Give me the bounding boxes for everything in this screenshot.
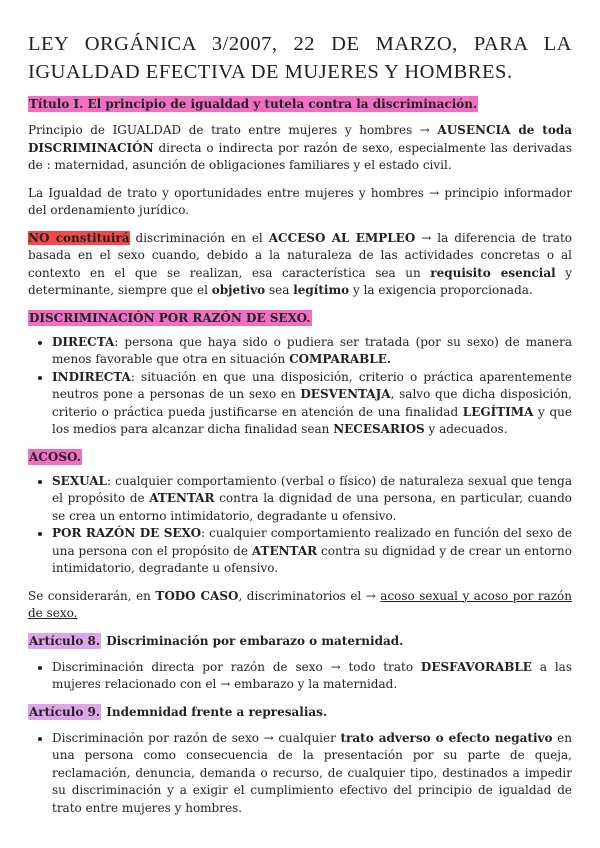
list-item-razon-sexo: • POR RAZÓN DE SEXO: cualquier comportamiento realizado en función del sexo de una persona con el propósito de ATENTAR contra su dignidad y de crear un entorno intimidatorio, degradante u ofensivo.	[52, 525, 572, 578]
highlight: ACOSO.	[29, 449, 81, 464]
section-heading-articulo-8: Artículo 8. Discriminación por embarazo o maternidad.	[29, 633, 404, 648]
list-articulo-8	[28, 659, 572, 694]
section-heading-acoso	[28, 449, 572, 465]
highlight: DISCRIMINACIÓN POR RAZÓN DE SEXO.	[29, 310, 311, 325]
paragraph-todo-caso: Se considerarán, en TODO CASO, discriminatorios el → acoso sexual y acoso por razón de sexo.	[28, 588, 573, 620]
list-item-represalias: • Discriminación por razón de sexo → cualquier trato adverso o efecto negativo en una persona como consecuencia de la presentación por su parte de queja, reclamación, denuncia, demanda o recurso, de cualquier tipo, destinados a impedir su discriminación y a exigir el cumplimiento efectivo del principio de igualdad de trato entre mujeres y hombres.	[52, 730, 572, 818]
list-item-indirecta: • INDIRECTA: situación en que una disposición, criterio o práctica aparentemente neutros pone a personas de un sexo en DESVENTAJA, salvo que dicha disposición, criterio o práctica pueda justificarse en atención de una finalidad LEGÍTIMA y que los medios para alcanzar dicha finalidad sean NECESARIOS y adecuados.	[52, 369, 572, 439]
highlight: Título I. El principio de igualdad y tutela contra la discriminación.	[29, 97, 478, 111]
highlight: Artículo 8.	[29, 633, 101, 648]
list-articulo-9	[28, 730, 572, 818]
paragraph-igualdad: Principio de IGUALDAD de trato entre mujeres y hombres → AUSENCIA de toda DISCRIMINACIÓN directa o indirecta por razón de sexo, especialmente las derivadas de : maternidad, asunción de obligaciones familiares y el estado civil.	[28, 123, 573, 172]
highlight: NO constituirá	[28, 230, 130, 245]
paragraph-acceso-empleo: NO constituirá discriminación en el ACCESO AL EMPLEO → la diferencia de trato basada en el sexo cuando, debido a la naturaleza de las actividades concretas o al contexto en el que se realizan, esa característica sea un requisito esencial y determinante, siempre que el objetivo sea legítimo y la exigencia proporcionada.	[28, 230, 573, 297]
section-heading-discriminacion	[28, 310, 572, 326]
highlight: Artículo 9.	[29, 704, 101, 719]
section-heading-titulo-1	[28, 96, 572, 112]
list-discriminacion	[28, 334, 572, 439]
list-item-directa: • DIRECTA: persona que haya sido o pudiera ser tratada (por su sexo) de manera menos favorable que otra en situación COMPARABLE.	[52, 334, 572, 369]
list-acoso	[28, 473, 572, 578]
page-title: LEY ORGÁNICA 3/2007, 22 DE MARZO, PARA LA IGUALDAD EFECTIVA DE MUJERES Y HOMBRES.	[28, 33, 572, 83]
list-item-sexual: • SEXUAL: cualquier comportamiento (verbal o físico) de naturaleza sexual que tenga el propósito de ATENTAR contra la dignidad de una persona, en particular, cuando se crea un entorno intimidatorio, degradante u ofensivo.	[52, 473, 572, 526]
paragraph-principio-informador: La Igualdad de trato y oportunidades entre mujeres y hombres → principio informador del ordenamiento jurídico.	[28, 185, 572, 217]
list-item-embarazo: • Discriminación directa por razón de sexo → todo trato DESFAVORABLE a las mujeres relacionado con el → embarazo y la maternidad.	[52, 659, 572, 694]
section-heading-articulo-9: Artículo 9. Indemnidad frente a represalias.	[29, 704, 328, 719]
